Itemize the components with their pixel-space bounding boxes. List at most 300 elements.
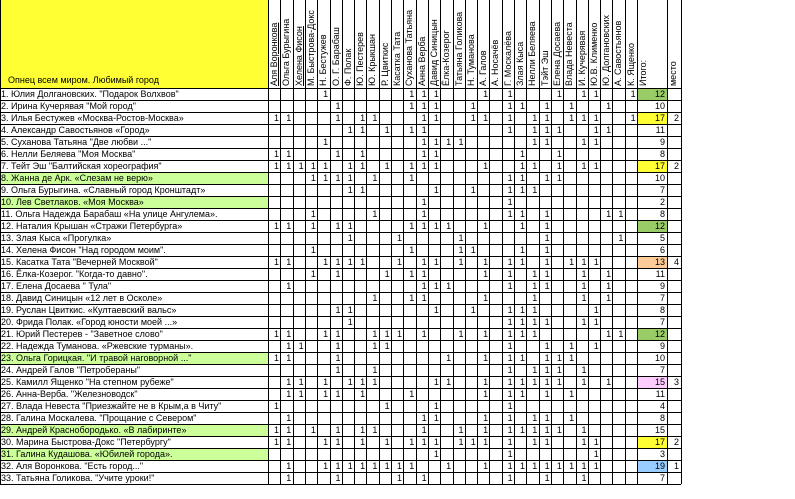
- place-cell[interactable]: 1: [673, 461, 679, 471]
- vote-cell[interactable]: 1: [544, 257, 550, 267]
- vote-cell[interactable]: 1: [544, 125, 550, 135]
- vote-cell[interactable]: 1: [335, 473, 341, 483]
- vote-cell[interactable]: 1: [360, 389, 366, 399]
- vote-cell[interactable]: 1: [273, 425, 279, 435]
- column-header[interactable]: [366, 0, 378, 88]
- vote-cell[interactable]: 1: [384, 437, 390, 447]
- vote-cell[interactable]: 1: [360, 149, 366, 159]
- row-label[interactable]: 21. Юрий Пестерев - "Заветное слово": [1, 329, 163, 339]
- vote-cell[interactable]: 1: [532, 125, 538, 135]
- vote-cell[interactable]: 1: [421, 437, 427, 447]
- vote-cell[interactable]: 1: [532, 437, 538, 447]
- total-cell[interactable]: 8: [659, 413, 665, 423]
- total-cell[interactable]: 10: [654, 173, 665, 183]
- vote-cell[interactable]: 1: [421, 89, 427, 99]
- total-cell[interactable]: 11: [655, 125, 665, 135]
- vote-cell[interactable]: 1: [532, 137, 538, 147]
- place-cell[interactable]: [667, 244, 681, 256]
- vote-cell[interactable]: 1: [335, 113, 341, 123]
- vote-cell[interactable]: 1: [458, 437, 464, 447]
- place-cell[interactable]: [667, 340, 681, 352]
- vote-cell[interactable]: 1: [347, 233, 353, 243]
- vote-cell[interactable]: 1: [556, 89, 562, 99]
- vote-cell[interactable]: 1: [556, 377, 562, 387]
- vote-cell[interactable]: 1: [433, 257, 439, 267]
- total-cell[interactable]: 7: [659, 317, 665, 327]
- column-header[interactable]: [612, 0, 624, 88]
- vote-cell[interactable]: 1: [630, 89, 636, 99]
- row-label[interactable]: 29. Андрей Краснобородько. «В лабиринте»: [0, 424, 268, 436]
- vote-cell[interactable]: 1: [372, 377, 378, 387]
- column-header[interactable]: [625, 0, 637, 88]
- vote-cell[interactable]: 1: [421, 329, 427, 339]
- total-cell[interactable]: 9: [659, 137, 665, 147]
- vote-cell[interactable]: 1: [421, 125, 427, 135]
- vote-cell[interactable]: 1: [519, 221, 525, 231]
- vote-cell[interactable]: 1: [286, 221, 292, 231]
- vote-cell[interactable]: 1: [483, 425, 489, 435]
- vote-cell[interactable]: 1: [519, 329, 525, 339]
- vote-cell[interactable]: 1: [544, 365, 550, 375]
- vote-cell[interactable]: 1: [618, 233, 624, 243]
- column-header[interactable]: [268, 0, 280, 88]
- vote-cell[interactable]: 1: [310, 209, 316, 219]
- column-header[interactable]: [453, 0, 465, 88]
- vote-cell[interactable]: 1: [273, 437, 279, 447]
- total-cell[interactable]: 13: [637, 256, 667, 268]
- vote-cell[interactable]: 1: [433, 185, 439, 195]
- vote-cell[interactable]: 1: [630, 113, 636, 123]
- vote-cell[interactable]: 1: [273, 221, 279, 231]
- vote-cell[interactable]: 1: [286, 113, 292, 123]
- column-header[interactable]: [465, 0, 477, 88]
- vote-cell[interactable]: 1: [360, 425, 366, 435]
- vote-cell[interactable]: 1: [507, 197, 513, 207]
- vote-cell[interactable]: 1: [569, 113, 575, 123]
- place-cell[interactable]: [667, 304, 681, 316]
- vote-cell[interactable]: 1: [593, 89, 599, 99]
- vote-cell[interactable]: 1: [433, 149, 439, 159]
- vote-cell[interactable]: 1: [507, 353, 513, 363]
- vote-cell[interactable]: 1: [556, 125, 562, 135]
- place-cell[interactable]: [667, 328, 681, 340]
- vote-cell[interactable]: 1: [569, 341, 575, 351]
- column-header[interactable]: [342, 0, 354, 88]
- place-cell[interactable]: [667, 268, 681, 280]
- column-header[interactable]: [539, 0, 551, 88]
- vote-cell[interactable]: 1: [544, 209, 550, 219]
- vote-cell[interactable]: 1: [507, 341, 513, 351]
- vote-cell[interactable]: 1: [519, 305, 525, 315]
- vote-cell[interactable]: 1: [310, 173, 316, 183]
- vote-cell[interactable]: 1: [335, 101, 341, 111]
- vote-cell[interactable]: 1: [421, 209, 427, 219]
- column-header[interactable]: [391, 0, 403, 88]
- vote-cell[interactable]: 1: [581, 113, 587, 123]
- row-label[interactable]: 10. Лев Светлаков. «Моя Москва»: [0, 196, 268, 208]
- vote-cell[interactable]: 1: [421, 149, 427, 159]
- total-cell[interactable]: 15: [637, 376, 667, 388]
- vote-cell[interactable]: 1: [593, 317, 599, 327]
- vote-cell[interactable]: 1: [606, 293, 612, 303]
- vote-cell[interactable]: 1: [396, 257, 402, 267]
- place-cell[interactable]: [667, 424, 681, 436]
- column-header[interactable]: [416, 0, 428, 88]
- vote-cell[interactable]: 1: [421, 137, 427, 147]
- vote-cell[interactable]: 1: [298, 341, 304, 351]
- place-cell[interactable]: 2: [673, 161, 679, 171]
- vote-cell[interactable]: 1: [396, 233, 402, 243]
- total-cell[interactable]: 7: [659, 185, 665, 195]
- vote-cell[interactable]: 1: [446, 281, 452, 291]
- vote-cell[interactable]: 1: [581, 317, 587, 327]
- vote-cell[interactable]: 1: [606, 377, 612, 387]
- vote-cell[interactable]: 1: [273, 329, 279, 339]
- vote-cell[interactable]: 1: [532, 281, 538, 291]
- vote-cell[interactable]: 1: [433, 449, 439, 459]
- row-label[interactable]: 9. Ольга Бурыгина. «Славный город Кронштадт»: [1, 185, 206, 195]
- vote-cell[interactable]: 1: [409, 89, 415, 99]
- row-label[interactable]: 30. Марина Быстрова-Докс "Петербургу": [1, 437, 171, 447]
- place-cell[interactable]: [667, 220, 681, 232]
- vote-cell[interactable]: 1: [483, 89, 489, 99]
- vote-cell[interactable]: 1: [519, 257, 525, 267]
- total-cell[interactable]: 7: [659, 293, 665, 303]
- place-cell[interactable]: [667, 172, 681, 184]
- vote-cell[interactable]: 1: [372, 209, 378, 219]
- vote-cell[interactable]: 1: [323, 257, 329, 267]
- vote-cell[interactable]: 1: [507, 413, 513, 423]
- vote-cell[interactable]: 1: [581, 281, 587, 291]
- place-cell[interactable]: [667, 196, 681, 208]
- vote-cell[interactable]: 1: [446, 377, 452, 387]
- vote-cell[interactable]: 1: [347, 173, 353, 183]
- vote-cell[interactable]: 1: [507, 473, 513, 483]
- vote-cell[interactable]: 1: [593, 461, 599, 471]
- row-label[interactable]: 20. Фрида Полак. «Город юности моей ...»: [1, 317, 178, 327]
- vote-cell[interactable]: 1: [519, 317, 525, 327]
- column-header[interactable]: [317, 0, 329, 88]
- vote-cell[interactable]: 1: [446, 353, 452, 363]
- vote-cell[interactable]: 1: [310, 425, 316, 435]
- vote-cell[interactable]: 1: [347, 257, 353, 267]
- vote-cell[interactable]: 1: [569, 413, 575, 423]
- vote-cell[interactable]: 1: [323, 389, 329, 399]
- vote-cell[interactable]: 1: [581, 269, 587, 279]
- vote-cell[interactable]: 1: [519, 353, 525, 363]
- vote-cell[interactable]: 1: [544, 341, 550, 351]
- vote-cell[interactable]: 1: [483, 461, 489, 471]
- vote-cell[interactable]: 1: [519, 425, 525, 435]
- vote-cell[interactable]: 1: [335, 437, 341, 447]
- total-cell[interactable]: 3: [659, 449, 665, 459]
- vote-cell[interactable]: 1: [409, 161, 415, 171]
- column-header[interactable]: [477, 0, 489, 88]
- vote-cell[interactable]: 1: [360, 113, 366, 123]
- vote-cell[interactable]: 1: [618, 329, 624, 339]
- vote-cell[interactable]: 1: [483, 293, 489, 303]
- vote-cell[interactable]: 1: [532, 365, 538, 375]
- row-label[interactable]: 19. Руслан Цвиткис. «Култаевский вальс»: [1, 305, 177, 315]
- column-header[interactable]: [489, 0, 501, 88]
- vote-cell[interactable]: 1: [470, 113, 476, 123]
- place-cell[interactable]: [667, 352, 681, 364]
- vote-cell[interactable]: 1: [581, 137, 587, 147]
- vote-cell[interactable]: 1: [421, 101, 427, 111]
- vote-cell[interactable]: 1: [286, 377, 292, 387]
- vote-cell[interactable]: 1: [483, 269, 489, 279]
- total-cell[interactable]: 17: [637, 160, 667, 172]
- vote-cell[interactable]: 1: [483, 161, 489, 171]
- column-header[interactable]: [354, 0, 366, 88]
- vote-cell[interactable]: 1: [286, 425, 292, 435]
- row-label[interactable]: 17. Елена Досаева " Тула": [1, 281, 112, 291]
- total-cell[interactable]: 5: [659, 233, 665, 243]
- column-header[interactable]: [293, 0, 305, 88]
- vote-cell[interactable]: 1: [286, 341, 292, 351]
- row-label[interactable]: 16. Ёлка-Козерог. "Когда-то давно".: [1, 269, 148, 279]
- vote-cell[interactable]: 1: [532, 425, 538, 435]
- total-cell[interactable]: 17: [637, 436, 667, 448]
- vote-cell[interactable]: 1: [409, 461, 415, 471]
- vote-cell[interactable]: 1: [433, 413, 439, 423]
- total-cell[interactable]: 11: [655, 269, 665, 279]
- vote-cell[interactable]: 1: [544, 437, 550, 447]
- total-cell[interactable]: 10: [654, 353, 665, 363]
- vote-cell[interactable]: 1: [532, 461, 538, 471]
- vote-cell[interactable]: 1: [519, 461, 525, 471]
- vote-cell[interactable]: 1: [532, 329, 538, 339]
- vote-cell[interactable]: 1: [335, 389, 341, 399]
- vote-cell[interactable]: 1: [483, 413, 489, 423]
- vote-cell[interactable]: 1: [421, 257, 427, 267]
- row-label[interactable]: 23. Ольга Горицкая. "И травой наговорной ...": [0, 352, 268, 364]
- vote-cell[interactable]: 1: [544, 353, 550, 363]
- vote-cell[interactable]: 1: [483, 113, 489, 123]
- vote-cell[interactable]: 1: [532, 269, 538, 279]
- vote-cell[interactable]: 1: [544, 425, 550, 435]
- vote-cell[interactable]: 1: [298, 161, 304, 171]
- vote-cell[interactable]: 1: [483, 257, 489, 267]
- vote-cell[interactable]: 1: [507, 281, 513, 291]
- vote-cell[interactable]: 1: [569, 257, 575, 267]
- vote-cell[interactable]: 1: [409, 245, 415, 255]
- vote-cell[interactable]: 1: [556, 461, 562, 471]
- vote-cell[interactable]: 1: [372, 329, 378, 339]
- vote-cell[interactable]: 1: [310, 245, 316, 255]
- row-label[interactable]: 7. Тейт Эш "Балтийская хореография": [1, 161, 162, 171]
- vote-cell[interactable]: 1: [323, 461, 329, 471]
- total-cell[interactable]: 12: [637, 220, 667, 232]
- vote-cell[interactable]: 1: [507, 173, 513, 183]
- vote-cell[interactable]: 1: [606, 329, 612, 339]
- vote-cell[interactable]: 1: [581, 293, 587, 303]
- place-cell[interactable]: [667, 232, 681, 244]
- total-cell[interactable]: 17: [637, 112, 667, 124]
- vote-cell[interactable]: 1: [335, 269, 341, 279]
- vote-cell[interactable]: 1: [384, 329, 390, 339]
- row-label[interactable]: 28. Галина Москалева. "Прощание с Севером": [1, 413, 197, 423]
- vote-cell[interactable]: 1: [507, 209, 513, 219]
- place-cell[interactable]: [667, 100, 681, 112]
- vote-cell[interactable]: 1: [433, 113, 439, 123]
- vote-cell[interactable]: 1: [446, 461, 452, 471]
- total-cell[interactable]: 10: [654, 101, 665, 111]
- place-cell[interactable]: 3: [673, 377, 679, 387]
- vote-cell[interactable]: 1: [384, 161, 390, 171]
- vote-cell[interactable]: 1: [458, 257, 464, 267]
- vote-cell[interactable]: 1: [507, 185, 513, 195]
- vote-cell[interactable]: 1: [458, 233, 464, 243]
- vote-cell[interactable]: 1: [519, 149, 525, 159]
- vote-cell[interactable]: 1: [470, 101, 476, 111]
- vote-cell[interactable]: 1: [507, 449, 513, 459]
- place-cell[interactable]: [667, 448, 681, 460]
- vote-cell[interactable]: 1: [618, 209, 624, 219]
- vote-cell[interactable]: 1: [335, 353, 341, 363]
- column-header[interactable]: [305, 0, 317, 88]
- vote-cell[interactable]: 1: [347, 377, 353, 387]
- column-header[interactable]: [551, 0, 563, 88]
- vote-cell[interactable]: 1: [606, 281, 612, 291]
- vote-cell[interactable]: 1: [273, 401, 279, 411]
- total-cell[interactable]: 19: [637, 460, 667, 472]
- vote-cell[interactable]: 1: [532, 413, 538, 423]
- vote-cell[interactable]: 1: [483, 221, 489, 231]
- column-header[interactable]: [600, 0, 612, 88]
- column-header[interactable]: [502, 0, 514, 88]
- vote-cell[interactable]: 1: [335, 221, 341, 231]
- vote-cell[interactable]: 1: [544, 101, 550, 111]
- vote-cell[interactable]: 1: [507, 329, 513, 339]
- vote-cell[interactable]: 1: [433, 89, 439, 99]
- vote-cell[interactable]: 1: [360, 461, 366, 471]
- row-label[interactable]: 25. Камилл Ященко "На степном рубеже": [1, 377, 174, 387]
- column-header[interactable]: [428, 0, 440, 88]
- total-cell[interactable]: 11: [655, 389, 665, 399]
- vote-cell[interactable]: 1: [372, 365, 378, 375]
- vote-cell[interactable]: 1: [396, 473, 402, 483]
- row-label[interactable]: 18. Давид Синицын «12 лет в Осколе»: [1, 293, 163, 303]
- vote-cell[interactable]: 1: [286, 161, 292, 171]
- vote-cell[interactable]: 1: [347, 317, 353, 327]
- vote-cell[interactable]: 1: [507, 389, 513, 399]
- vote-cell[interactable]: 1: [409, 101, 415, 111]
- place-cell[interactable]: [667, 316, 681, 328]
- vote-cell[interactable]: 1: [273, 257, 279, 267]
- vote-cell[interactable]: 1: [569, 353, 575, 363]
- vote-cell[interactable]: 1: [581, 473, 587, 483]
- vote-cell[interactable]: 1: [347, 461, 353, 471]
- vote-cell[interactable]: 1: [347, 305, 353, 315]
- place-cell[interactable]: 4: [673, 257, 679, 267]
- place-column-header[interactable]: [667, 0, 681, 88]
- vote-cell[interactable]: 1: [433, 377, 439, 387]
- vote-cell[interactable]: 1: [532, 161, 538, 171]
- column-header[interactable]: [563, 0, 575, 88]
- vote-cell[interactable]: 1: [372, 293, 378, 303]
- vote-cell[interactable]: 1: [507, 89, 513, 99]
- row-label[interactable]: 31. Галина Кудашова. «Юбилей города».: [0, 448, 268, 460]
- vote-cell[interactable]: 1: [335, 149, 341, 159]
- place-cell[interactable]: [667, 280, 681, 292]
- vote-cell[interactable]: 1: [360, 257, 366, 267]
- vote-cell[interactable]: 1: [593, 125, 599, 135]
- vote-cell[interactable]: 1: [507, 437, 513, 447]
- total-cell[interactable]: 2: [659, 197, 665, 207]
- vote-cell[interactable]: 1: [286, 389, 292, 399]
- vote-cell[interactable]: 1: [507, 269, 513, 279]
- row-label[interactable]: 6. Нелли Беляева "Моя Москва": [1, 149, 136, 159]
- total-column-header[interactable]: [637, 0, 667, 88]
- vote-cell[interactable]: 1: [409, 293, 415, 303]
- place-cell[interactable]: 2: [673, 437, 679, 447]
- vote-cell[interactable]: 1: [323, 377, 329, 387]
- vote-cell[interactable]: 1: [360, 437, 366, 447]
- vote-cell[interactable]: 1: [273, 113, 279, 123]
- row-label[interactable]: 5. Суханова Татьяна "Две любви ...": [1, 137, 152, 147]
- vote-cell[interactable]: 1: [446, 137, 452, 147]
- vote-cell[interactable]: 1: [421, 221, 427, 231]
- place-cell[interactable]: [667, 292, 681, 304]
- vote-cell[interactable]: 1: [372, 113, 378, 123]
- vote-cell[interactable]: 1: [298, 377, 304, 387]
- place-cell[interactable]: [667, 472, 681, 484]
- vote-cell[interactable]: 1: [544, 281, 550, 291]
- vote-cell[interactable]: 1: [544, 221, 550, 231]
- vote-cell[interactable]: 1: [433, 281, 439, 291]
- vote-cell[interactable]: 1: [409, 389, 415, 399]
- vote-cell[interactable]: 1: [532, 185, 538, 195]
- vote-cell[interactable]: 1: [483, 377, 489, 387]
- column-header[interactable]: [526, 0, 538, 88]
- vote-cell[interactable]: 1: [606, 209, 612, 219]
- row-label[interactable]: 32. Аля Воронкова. "Есть город...": [1, 461, 144, 471]
- vote-cell[interactable]: 1: [286, 461, 292, 471]
- vote-cell[interactable]: 1: [532, 113, 538, 123]
- total-cell[interactable]: 12: [637, 328, 667, 340]
- vote-cell[interactable]: 1: [507, 317, 513, 327]
- vote-cell[interactable]: 1: [409, 269, 415, 279]
- vote-cell[interactable]: 1: [532, 377, 538, 387]
- vote-cell[interactable]: 1: [360, 377, 366, 387]
- vote-cell[interactable]: 1: [519, 173, 525, 183]
- column-header[interactable]: [576, 0, 588, 88]
- vote-cell[interactable]: 1: [581, 425, 587, 435]
- place-cell[interactable]: [667, 388, 681, 400]
- vote-cell[interactable]: 1: [335, 365, 341, 375]
- vote-cell[interactable]: 1: [409, 437, 415, 447]
- vote-cell[interactable]: 1: [470, 185, 476, 195]
- vote-cell[interactable]: 1: [384, 125, 390, 135]
- vote-cell[interactable]: 1: [323, 89, 329, 99]
- vote-cell[interactable]: 1: [323, 173, 329, 183]
- vote-cell[interactable]: 1: [507, 377, 513, 387]
- vote-cell[interactable]: 1: [470, 245, 476, 255]
- vote-cell[interactable]: 1: [421, 161, 427, 171]
- vote-cell[interactable]: 1: [409, 173, 415, 183]
- vote-cell[interactable]: 1: [483, 437, 489, 447]
- place-cell[interactable]: [667, 184, 681, 196]
- vote-cell[interactable]: 1: [458, 329, 464, 339]
- vote-cell[interactable]: 1: [335, 341, 341, 351]
- vote-cell[interactable]: 1: [519, 389, 525, 399]
- row-label[interactable]: 27. Влада Невеста "Приезжайте не в Крым,а в Читу": [1, 401, 222, 411]
- vote-cell[interactable]: 1: [286, 149, 292, 159]
- vote-cell[interactable]: 1: [310, 161, 316, 171]
- vote-cell[interactable]: 1: [581, 461, 587, 471]
- vote-cell[interactable]: 1: [544, 377, 550, 387]
